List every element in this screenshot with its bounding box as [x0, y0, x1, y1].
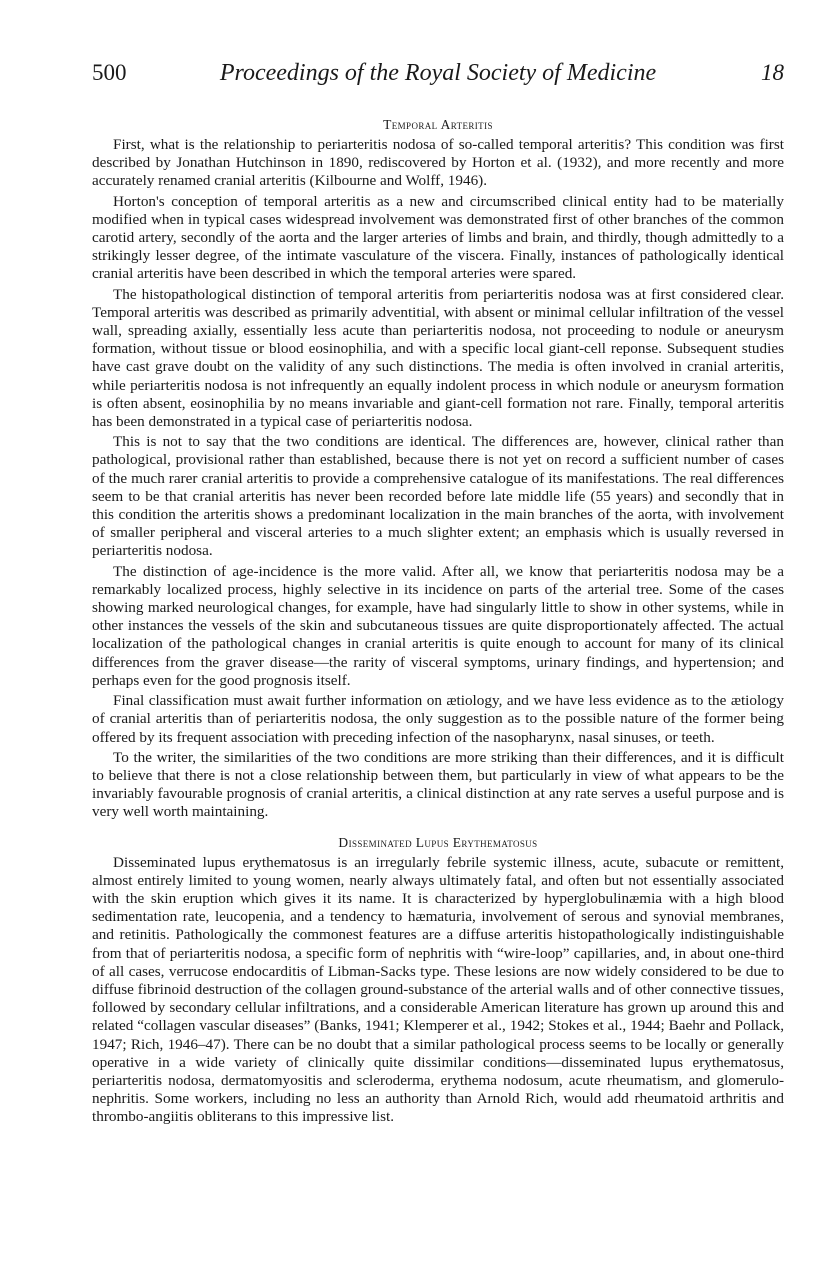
journal-title: Proceedings of the Royal Society of Medicine — [219, 60, 657, 86]
paragraph: This is not to say that the two conditions are identical. The differences are, however, clinical rather than pathological, provisional rather than established, because there is not yet on record a sufficient number of cases of the much rarer cranial arteritis to provide a comprehensive catalogue of its manifestations. The real differences seem to be that cranial arteritis has never been recorded before late middle life (55 years) and secondly that in this condition the arteritis shows a predominant localization in the main branches of the aorta, with involvement of smaller peripheral and visceral arteries to a much slighter extent; an emphasis which is usually reversed in periarteritis nodosa. — [92, 433, 784, 560]
running-head — [92, 60, 784, 94]
section-disseminated-lupus — [92, 834, 784, 1127]
paragraph: Horton's conception of temporal arteritis as a new and circumscribed clinical entity had to be materially modified when in typical cases widespread involvement was demonstrated first of other branches of the common carotid artery, secondly of the aorta and the larger arteries of limbs and brain, and thirdly, though admittedly to a strikingly lesser degree, of the intimate vasculature of the viscera. Finally, instances of pathologically identical cranial arteritis have been described in which the temporal arteries were spared. — [92, 192, 784, 283]
paragraph: The distinction of age-incidence is the more valid. After all, we know that periarteritis nodosa may be a remarkably localized process, highly selective in its incidence on parts of the arterial tree. Some of the cases showing marked neurological changes, for example, have had singularly little to show in other systems, while in other instances the vessels of the skin and subcutaneous tissues are quite disproportionately affected. The actual localization of the pathological changes in cranial arteritis is quite enough to account for many of its clinical differences from the graver disease—the rarity of visceral symptoms, urinary findings, and hypertension; and perhaps even for the good prognosis itself. — [92, 562, 784, 689]
paragraph: To the writer, the similarities of the two conditions are more striking than their differences, and it is difficult to believe that there is not a close relationship between them, but particularly in view of what appears to be the invariably favourable prognosis of cranial arteritis, a clinical distinction at any rate serves a useful purpose and is very well worth maintaining. — [92, 748, 784, 821]
paragraph: Final classification must await further information on ætiology, and we have less evidence as to the ætiology of cranial arteritis than of periarteritis nodosa, the only suggestion as to the possible nature of the former being offered by its frequent association with preceding infection of the nasopharynx, nasal sinuses, or teeth. — [92, 692, 784, 746]
section-heading: Disseminated Lupus Erythematosus — [338, 834, 538, 850]
journal-page — [92, 60, 784, 1129]
paragraph: The histopathological distinction of temporal arteritis from periarteritis nodosa was at first considered clear. Temporal arteritis was described as primarily adventitial, with absent or minimal cellular infiltration of the vessel wall, spreading axially, essentially less acute than periarteritis nodosa, not proceeding to nodule or aneurysm formation, without tissue or blood eosinophilia, and with a specific local giant-cell reponse. Subsequent studies have cast grave doubt on the validity of any such distinctions. The media is often involved in cranial arteritis, while periarteritis nodosa is not infrequently an equally indolent process in which nodule or aneurysm formation is often absent, eosinophilia by no means invariable and giant-cell formation not rare. Finally, temporal arteritis has been demonstrated in a typical case of periarteritis nodosa. — [92, 285, 784, 431]
page-number: 500 — [92, 60, 127, 85]
volume-number: 18 — [761, 60, 784, 85]
paragraph: Disseminated lupus erythematosus is an irregularly febrile systemic illness, acute, subacute or remittent, almost entirely limited to young women, nearly always ultimately fatal, and often but not essentially associated with the skin eruption which gives it its name. It is characterized by hyperglobulinæmia with a high blood sedimentation rate, leucopenia, and a tendency to hæmaturia, involvement of serous and synovial membranes, and retinitis. Pathologically the commonest features are a diffuse arteritis histopathologically indistinguishable from that of periarteritis nodosa, a specific form of nephritis with “wire-loop” capillaries, and, in about one-third of all cases, verrucose endocarditis of Libman-Sacks type. These lesions are now widely considered to be due to diffuse fibrinoid destruction of the collagen ground-substance of the arterial walls and of other connective tissues, followed by secondary cellular infiltrations, and a considerable American literature has grown up around this and related “collagen vascular diseases” (Banks, 1941; Klemperer et al., 1942; Stokes et al., 1944; Baehr and Pollack, 1947; Rich, 1946–47). There can be no doubt that a similar pathological process seems to be locally or generally operative in a wide variety of clinically quite dissimilar conditions—disseminated lupus erythematosus, periarteritis nodosa, dermatomyositis and scleroderma, erythema nodosum, acute rheumatism, and glomerulonephritis. Some workers, including no less an authority than Arnold Rich, would add rheumatoid arthritis and thrombo-angiitis obliterans to this impressive list. — [92, 853, 784, 1126]
section-heading: Temporal Arteritis — [383, 117, 493, 132]
section-temporal-arteritis — [92, 116, 784, 822]
paragraph: First, what is the relationship to periarteritis nodosa of so-called temporal arteritis? This condition was first described by Jonathan Hutchinson in 1890, rediscovered by Horton et al. (1932), and more recently and more accurately renamed cranial arteritis (Kilbourne and Wolff, 1946). — [92, 136, 784, 190]
